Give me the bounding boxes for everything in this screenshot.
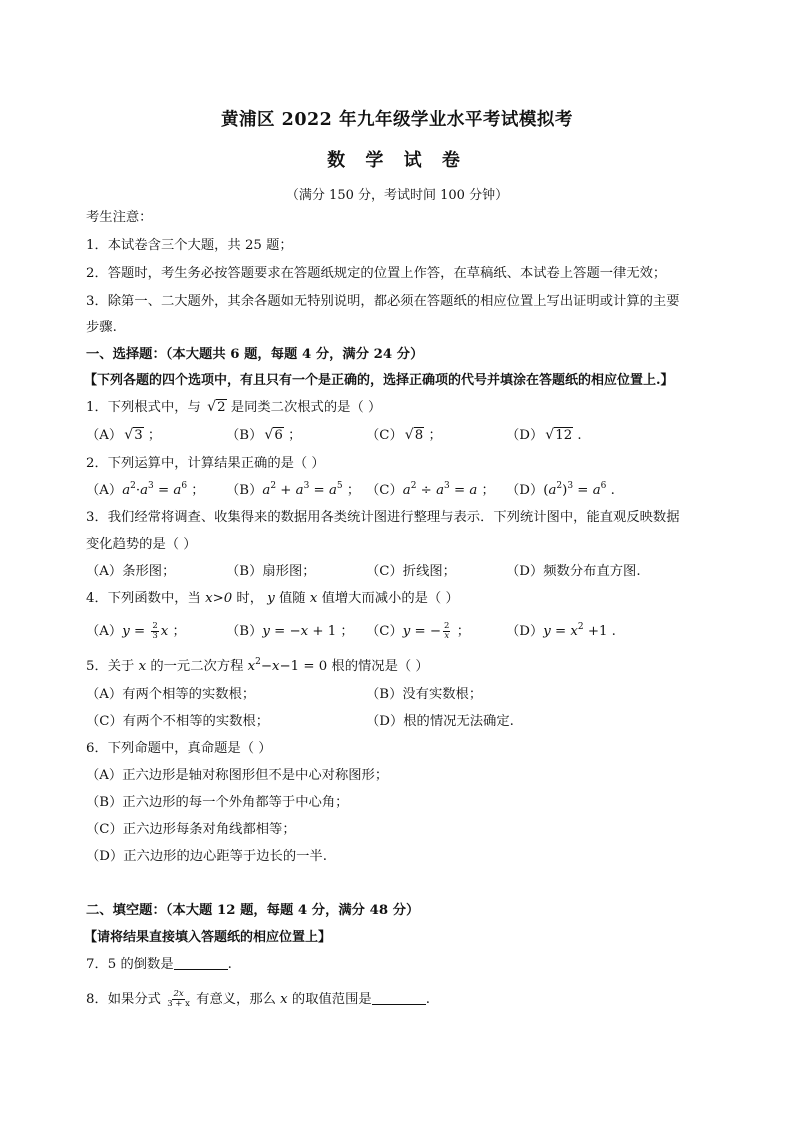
question-5-stem xyxy=(86,657,429,677)
q3-option-c: （C）折线图； xyxy=(366,564,456,579)
section2-heading: 二、填空题：（本大题 12 题，每题 4 分，满分 48 分） xyxy=(86,903,420,918)
option-radicand: 6 xyxy=(274,428,283,443)
q5-stem-a: 5．关于 xyxy=(86,659,135,674)
q8-stem-a: 8．如果分式 xyxy=(86,992,161,1007)
q5-option-c: （C）有两个不相等的实数根； xyxy=(86,714,270,729)
q5-option-b: （B）没有实数根； xyxy=(366,687,483,702)
q5-var: x xyxy=(138,659,147,674)
q1-option-c xyxy=(366,426,442,446)
q8-numerator: 2x xyxy=(173,989,184,999)
option-label: （B） xyxy=(226,483,263,498)
option-label: （D） xyxy=(506,483,544,498)
q8-var: x xyxy=(280,992,288,1007)
option-tail: ； xyxy=(428,428,442,443)
option-label: （D） xyxy=(506,624,544,639)
notice-item-4: 步骤. xyxy=(86,320,117,335)
q4-stem-d: 值增大而减小的是（ ） xyxy=(321,591,459,606)
q4-option-d: $(D)y = x^2 +1$ . xyxy=(506,622,616,639)
q8-stem-b: 有意义，那么 xyxy=(196,992,276,1007)
q7-text: 7．5 的倒数是 xyxy=(86,957,174,972)
q4-option-a: （A）y = $\frac{2}{3}$ x ； xyxy=(86,621,186,641)
question-8 xyxy=(86,990,430,1010)
q4-stem-b: 时， xyxy=(236,591,264,606)
option-tail: . xyxy=(577,428,582,443)
q1-stem-b: 是同类二次根式的是（ ） xyxy=(230,400,382,415)
option-radicand: 12 xyxy=(555,428,573,443)
question-6-stem: 6．下列命题中，真命题是（ ） xyxy=(86,741,272,756)
q4-var-y: y xyxy=(267,591,275,606)
q5-equation: $x^2-x-1 = 0$ xyxy=(247,657,328,674)
q1-radicand: 2 xyxy=(217,400,226,415)
section1-instruction: 【下列各题的四个选项中，有且只有一个是正确的，选择正确项的代号并填涂在答题纸的相应位置上.】 xyxy=(84,373,674,388)
q4-condition: x>0 xyxy=(205,591,233,606)
notice-item-1: 1．本试卷含三个大题，共 25 题； xyxy=(86,238,293,253)
section1-heading: 一、选择题：（本大题共 6 题，每题 4 分，满分 24 分） xyxy=(86,347,424,362)
notice-item-3: 3．除第一、二大题外，其余各题如无特别说明，都必须在答题纸的相应位置上写出证明或计算的主要 xyxy=(86,294,680,309)
option-sqrt xyxy=(545,426,573,446)
option-tail: ； xyxy=(147,428,162,443)
option-label: （A） xyxy=(86,428,123,443)
notice-item-2: 2．答题时，考生务必按答题要求在答题纸规定的位置上作答，在草稿纸、本试卷上答题一律无效； xyxy=(86,266,667,281)
option-label: （A） xyxy=(86,483,123,498)
q7-end: . xyxy=(227,957,232,972)
exam-subtitle: 数 学 试 卷 xyxy=(327,150,467,171)
option-label: （D） xyxy=(506,428,544,443)
q4-var-x: x xyxy=(309,591,318,606)
notice-heading: 考生注意： xyxy=(86,210,153,225)
option-radicand: 3 xyxy=(134,428,143,443)
q5-option-a: （A）有两个相等的实数根； xyxy=(86,687,256,702)
q8-denominator: 3 + x xyxy=(167,999,190,1009)
option-label: （B） xyxy=(226,624,263,639)
exam-title: 黄浦区 2022 年九年级学业水平考试模拟考 xyxy=(221,110,573,130)
q2-option-d: $(D)(a^2)^3 = a^6$ . xyxy=(506,481,615,498)
option-tail: ； xyxy=(288,428,302,443)
option-radicand: 8 xyxy=(414,428,424,443)
q8-answer-blank xyxy=(372,990,426,1005)
q5-stem-b: 的一元二次方程 xyxy=(150,659,244,674)
q4-option-b: （B）y = −x + 1 ； xyxy=(226,624,354,639)
q3-option-d: （D）频数分布直方图. xyxy=(506,564,641,579)
option-label: （C） xyxy=(366,428,403,443)
option-sqrt xyxy=(124,426,143,446)
q7-answer-blank xyxy=(174,955,228,970)
question-4-stem xyxy=(86,589,459,609)
q1-sqrt xyxy=(207,398,226,418)
question-7 xyxy=(86,955,232,975)
option-label: （B） xyxy=(226,428,263,443)
q5-stem-c: 根的情况是（ ） xyxy=(331,659,429,674)
q6-option-d: （D）正六边形的边心距等于边长的一半. xyxy=(86,849,327,864)
question-2-stem: 2．下列运算中，计算结果正确的是（ ） xyxy=(86,456,325,471)
q4-stem-a: 4．下列函数中，当 xyxy=(86,591,201,606)
q5-option-d: （D）根的情况无法确定. xyxy=(366,714,514,729)
option-label: （A） xyxy=(86,624,123,639)
q1-option-b xyxy=(226,426,301,446)
option-label: （C） xyxy=(366,483,403,498)
q4-stem-c: 值随 xyxy=(279,591,306,606)
question-3-stem-2: 变化趋势的是（ ） xyxy=(86,537,197,552)
q2-option-a: $(A)a^2\cdot a^3 = a^6$ ； xyxy=(86,481,205,498)
q8-end: . xyxy=(425,992,430,1007)
q2-option-b: $(B)a^2 + a^3 = a^5$ ； xyxy=(226,481,361,498)
q6-option-a: （A）正六边形是轴对称图形但不是中心对称图形； xyxy=(86,768,389,783)
question-3-stem: 3．我们经常将调查、收集得来的数据用各类统计图进行整理与表示．下列统计图中，能直观反映数据 xyxy=(86,510,680,525)
q3-option-a: （A）条形图； xyxy=(86,564,176,579)
question-1-stem xyxy=(86,398,381,418)
q3-option-b: （B）扇形图； xyxy=(226,564,316,579)
option-label: （C） xyxy=(366,624,403,639)
q1-option-d xyxy=(506,426,582,446)
q6-option-c: （C）正六边形每条对角线都相等； xyxy=(86,822,296,837)
q4-option-c: （C）y = − $\frac{2}{x}$ ； xyxy=(366,621,470,641)
exam-info: （满分 150 分，考试时间 100 分钟） xyxy=(285,188,509,203)
q8-stem-c: 的取值范围是 xyxy=(291,992,372,1007)
q2-option-c: $(C)a^2 \div a^3 = a$ ； xyxy=(366,481,495,498)
q8-fraction xyxy=(167,990,190,1009)
q6-option-b: （B）正六边形的每一个外角都等于中心角； xyxy=(86,795,349,810)
q1-option-a xyxy=(86,426,161,446)
option-sqrt xyxy=(405,426,424,446)
q1-stem-a: 1．下列根式中，与 xyxy=(86,400,201,415)
option-sqrt xyxy=(264,426,283,446)
section2-instruction: 【请将结果直接填入答题纸的相应位置上】 xyxy=(84,930,332,945)
